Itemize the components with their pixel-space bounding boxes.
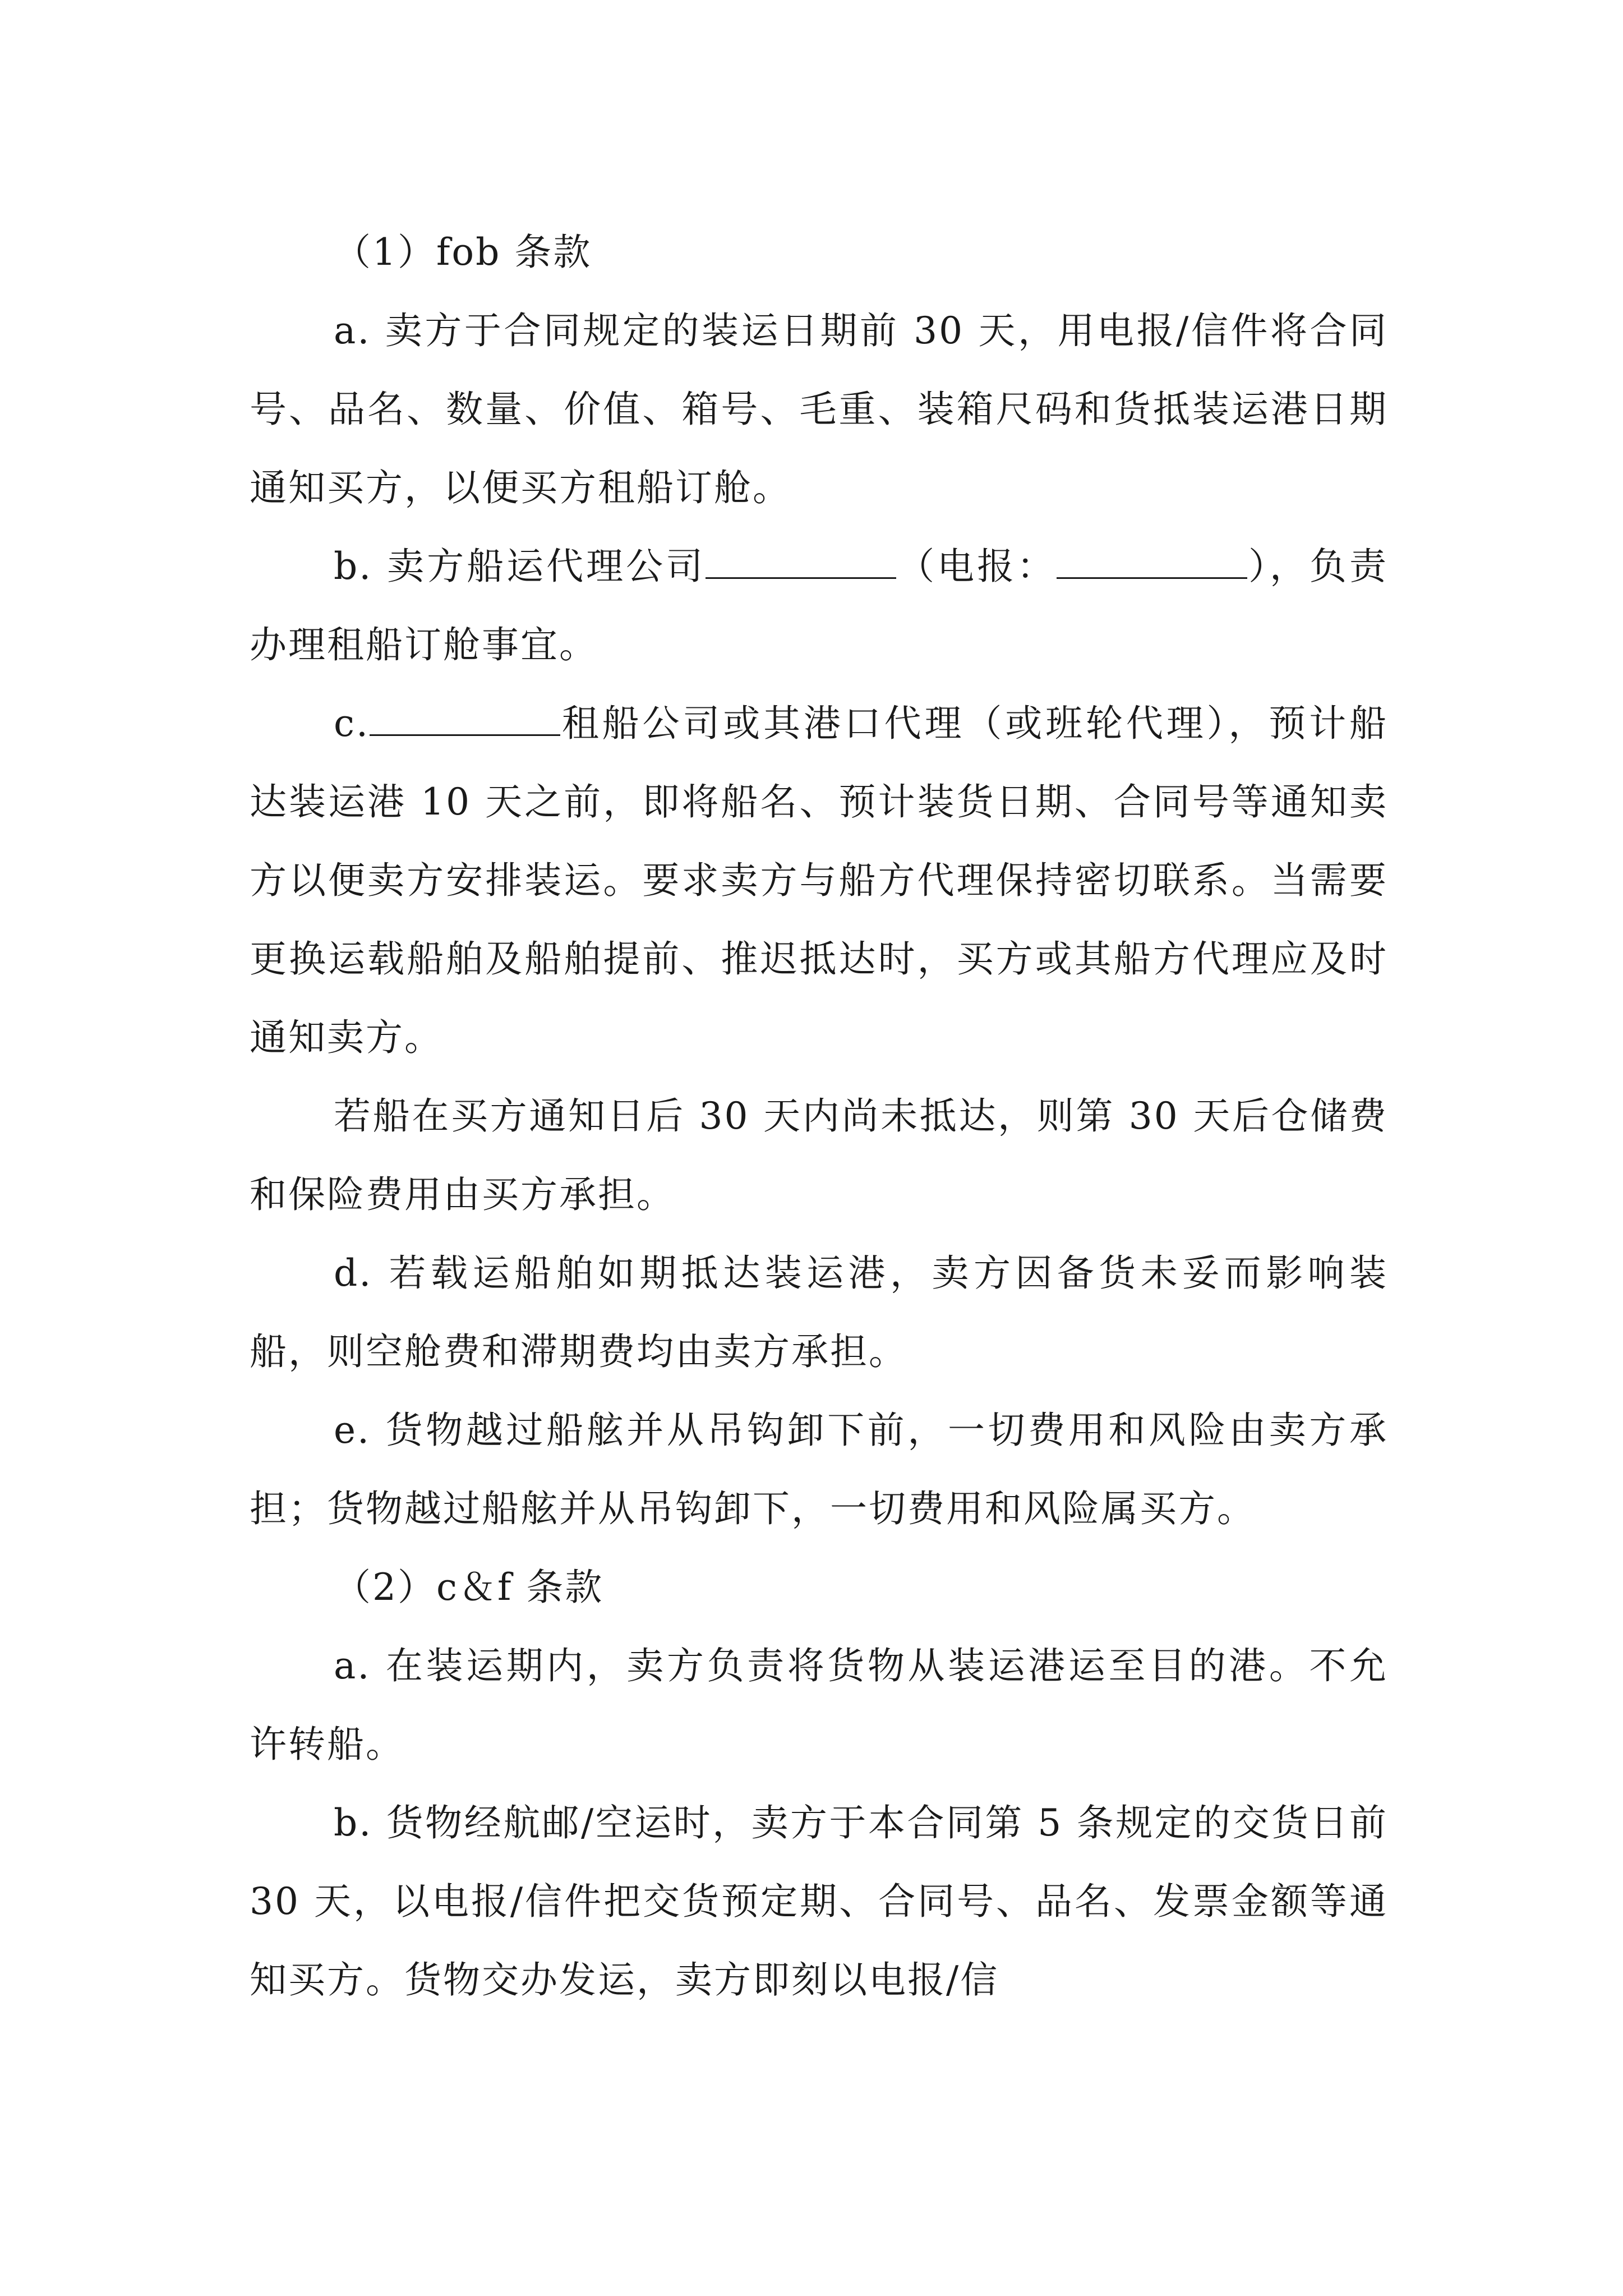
clause-fob-b	[250, 527, 1388, 684]
document-body	[250, 213, 1388, 2019]
clause-cf-a: a. 在装运期内，卖方负责将货物从装运港运至目的港。不允许转船。	[250, 1644, 1388, 1766]
section-heading-cf: （2）c＆f 条款	[334, 1566, 604, 1609]
blank-charter-company	[370, 700, 560, 736]
blank-agent-company	[706, 542, 896, 579]
clause-fob-c	[250, 684, 1388, 1077]
clause-fob-c-extra: 若船在买方通知日后 30 天内尚未抵达，则第 30 天后仓储费和保险费用由买方承担。	[250, 1094, 1388, 1216]
blank-telegram	[1057, 542, 1247, 579]
clause-fob-b-text-3: ），负责办理租船订舱事宜。	[250, 545, 1389, 666]
clause-fob-c-text-2: 租船公司或其港口代理（或班轮代理），预计船达装运港 10 天之前，即将船名、预计装货日期、合同号等通知卖方以便卖方安排装运。要求卖方与船方代理保持密切联系。当需要更换运载船舶及船舶提前、推迟抵达时，买方或其船方代理应及时通知卖方。	[250, 702, 1388, 1059]
clause-fob-b-text-2: （电报：	[896, 545, 1057, 588]
clause-fob-d: d. 若载运船舶如期抵达装运港，卖方因备货未妥而影响装船，则空舱费和滞期费均由卖方承担。	[250, 1251, 1388, 1373]
clause-cf-b: b. 货物经航邮/空运时，卖方于本合同第 5 条规定的交货日前 30 天，以电报/信件把交货预定期、合同号、品名、发票金额等通知买方。货物交办发运，卖方即刻以电报/信	[250, 1801, 1388, 2001]
clause-fob-b-text-1: b. 卖方船运代理公司	[334, 545, 706, 588]
clause-fob-a: a. 卖方于合同规定的装运日期前 30 天，用电报/信件将合同号、品名、数量、价值、箱号、毛重、装箱尺码和货抵装运港日期通知买方，以便买方租船订舱。	[250, 309, 1388, 509]
clause-fob-e: e. 货物越过船舷并从吊钩卸下前，一切费用和风险由卖方承担；货物越过船舷并从吊钩卸下，一切费用和风险属买方。	[250, 1409, 1388, 1530]
section-heading-fob: （1）fob 条款	[334, 231, 592, 274]
clause-fob-c-text-1: c.	[334, 702, 370, 745]
